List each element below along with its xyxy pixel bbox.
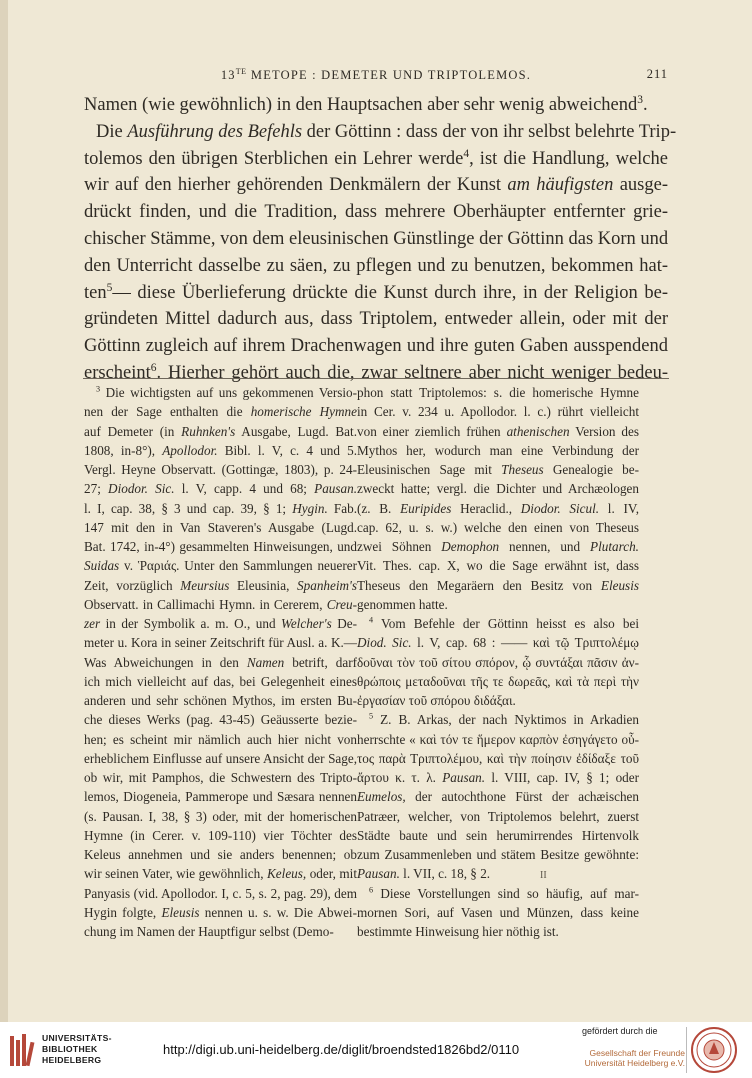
text-run: ἐργασίαν τοῦ σπόρου διδάξαι. <box>357 693 516 708</box>
text-run: Was Abweichungen in den <box>84 654 247 670</box>
running-head <box>84 67 668 85</box>
text-run: Genealogie be- <box>543 462 639 477</box>
body-line <box>84 146 668 173</box>
page-edge <box>0 0 8 1022</box>
text-run: Version des <box>569 423 639 439</box>
footnote-line <box>357 672 639 691</box>
footnote-line <box>84 768 357 787</box>
text-run: Die wichtigsten auf uns gekommenen Versio- <box>100 385 357 400</box>
footnote-line <box>357 730 639 749</box>
body-line <box>84 226 668 253</box>
text-run: Ausgabe, Lugd. Bat. <box>235 423 357 439</box>
text-run: oder, mit <box>306 866 357 882</box>
footnote-line <box>84 576 357 595</box>
text-run: ausge- <box>613 175 668 196</box>
italic-run: Diodor. Sicul. <box>520 500 600 516</box>
footnote-line <box>84 749 357 768</box>
footnote-line <box>84 614 357 633</box>
sponsor-name: Gesellschaft der Freunde Universität Heidelberg e.V. <box>584 1048 685 1068</box>
body-line <box>84 253 668 280</box>
text-run: von einer ziemlich frühen <box>357 423 507 439</box>
text-run: δοῦναι τὸν τοῦ σίτου σπόρον, ᾧ συντάξαι πᾶσιν ἀν- <box>357 654 639 670</box>
footnote-line <box>84 460 357 479</box>
italic-run: Pausan. <box>357 866 400 882</box>
footnote-line <box>357 807 639 826</box>
body-line <box>84 199 668 226</box>
footnote-line <box>357 460 639 479</box>
footnote-line <box>357 768 639 787</box>
text-run: Vom Befehle der Göttinn heisst es also bei <box>373 616 639 631</box>
footnote-line <box>84 633 357 652</box>
text-run: erscheint <box>84 362 151 383</box>
footnote-line <box>357 884 639 903</box>
text-run: Städte baute und sein herumirrendes Hirtenvolk <box>357 827 639 843</box>
metope-number-suffix: TE <box>235 67 247 76</box>
text-run: 1808, in-8°), <box>84 442 163 458</box>
text-run: Die <box>96 121 128 142</box>
footnote-marker: 6 <box>369 885 374 895</box>
body-line <box>84 119 677 146</box>
footnote-line <box>84 422 357 441</box>
footnote-line <box>84 864 357 883</box>
footnote-rule <box>83 378 669 379</box>
footnote-line <box>357 595 639 614</box>
text-run: Eleusinia, <box>229 577 298 593</box>
text-run: der autochthone Fürst der achæischen <box>405 789 639 805</box>
footnote-line <box>84 710 357 729</box>
footnote-line <box>357 537 639 556</box>
footnote-line <box>357 576 639 595</box>
text-run: ten <box>84 282 107 303</box>
footnote-line <box>84 383 357 402</box>
text-run: meter u. Kora in seiner Zeitschrift für Ausl. a. K.— <box>84 635 357 651</box>
footnote-line <box>357 383 639 402</box>
library-name: UNIVERSITÄTS- BIBLIOTHEK HEIDELBERG <box>42 1033 112 1065</box>
italic-run: Ausführung des Befehls <box>127 121 303 142</box>
italic-run: homerische Hymne <box>250 404 357 420</box>
text-run: drückt finden, und die Tradition, dass mehrere Oberhäupter entfernter grie- <box>84 202 668 223</box>
italic-run: Spanheim's <box>297 577 357 593</box>
footnote-marker: 4 <box>369 615 374 625</box>
text-run: 147 mit den in Van Staveren's Ausgabe (Lugd. <box>84 519 357 535</box>
footnote-line <box>357 402 639 421</box>
text-run: v. Ῥαριάς. Unter den Sammlungen neuerer <box>119 558 357 574</box>
footnote-line <box>357 826 639 845</box>
italic-run: zer <box>84 616 101 631</box>
text-run: mornen Sori, auf Vasen und Münzen, dass keine <box>357 904 639 920</box>
body-line <box>84 92 668 119</box>
footnote-line <box>357 922 639 941</box>
italic-run: Diodor. Sic. <box>108 481 175 497</box>
text-run: l. VIII, cap. IV, § 1; oder <box>485 770 640 785</box>
italic-run: Meursius <box>180 577 230 593</box>
text-run: . Hierher gehört auch die, zwar seltnere aber nicht weniger bedeu- <box>156 362 668 383</box>
footnote-line <box>84 826 357 845</box>
text-run: 27; <box>84 481 109 497</box>
italic-run: Eleusis <box>161 904 200 920</box>
text-run: lemos, Diogeneia, Pammerope und Sæsara nennen <box>84 789 357 805</box>
footnotes-right-column <box>357 383 639 941</box>
italic-run: am häufigsten <box>507 175 614 196</box>
text-run: Fab. <box>327 500 358 516</box>
italic-run: Pausan. <box>442 770 486 785</box>
university-seal-icon <box>690 1026 738 1074</box>
italic-run: Suidas <box>84 558 120 574</box>
footnote-marker: 6 <box>150 361 157 374</box>
italic-run: Welcher's <box>281 616 332 631</box>
text-run: tolemos den übrigen Sterblichen ein Lehrer werde <box>84 148 464 169</box>
footnotes-left-column <box>84 383 357 941</box>
footnote-line <box>357 864 639 883</box>
footnote-line <box>357 653 639 672</box>
italic-run: athenischen <box>506 423 570 439</box>
page-number: 211 <box>646 67 668 81</box>
footnote-line <box>84 787 357 806</box>
text-run: chung im Namen der Hauptfigur selbst (Demo- <box>84 924 334 939</box>
text-run: hen; es scheint mir nämlich auch hier nicht von <box>84 731 357 747</box>
text-run: zum Zusammenleben und stätem Besitze gewöhnte: <box>357 847 639 862</box>
text-run: der Göttinn : dass der von ihr selbst belehrte Trip- <box>302 121 677 142</box>
text-run: Theseus den Megaräern den Besitz von <box>357 577 601 593</box>
metope-number: 13 <box>220 68 236 83</box>
text-run: in Cer. v. 234 u. Apollodor. l. c.) rührt vielleicht <box>357 404 639 420</box>
main-text <box>84 92 677 387</box>
text-run: Mythos her, wodurch man eine Verbindung der <box>357 442 639 458</box>
text-run: chischer Stämme, von dem eleusinischen Günstlinge der Göttinn das Korn und <box>84 228 669 249</box>
footnote-line <box>357 479 639 498</box>
text-run: Diese Vorstellungen sind so häufig, auf mar- <box>373 885 639 901</box>
text-run: Z. B. Arkas, der nach Nyktimos in Arkadien <box>373 712 639 728</box>
footnote-line <box>84 595 357 614</box>
footnote-marker: 5 <box>369 711 374 721</box>
text-run: De- <box>331 616 357 631</box>
text-run: herrschte « καὶ τόν τε ἥμερον καρπὸν ἐσηγάγετο οὗ- <box>357 731 639 747</box>
permalink-url[interactable]: http://digi.ub.uni-heidelberg.de/diglit/broendsted1826bd2/0110 <box>163 1042 520 1057</box>
italic-run: Theseus <box>501 462 544 477</box>
text-run: nen der Sage enthalten die <box>84 404 251 420</box>
footnote-line <box>84 402 357 421</box>
text-run: anderen und sehr schönen Mythos, im ersten Bu- <box>84 693 357 708</box>
text-run: wir auf den hierher gehörenden Denkmälern der Kunst <box>84 175 508 196</box>
footnote-line <box>357 499 639 518</box>
body-line <box>84 280 668 307</box>
italic-run: Eleusis <box>600 577 639 593</box>
text-run: l. IV, <box>599 500 639 516</box>
body-line <box>84 306 668 333</box>
footnote-line <box>357 691 639 710</box>
text-run: Bat. 1742, in-4°) gesammelten Hinweisungen, und <box>84 539 357 554</box>
footnote-line <box>357 518 639 537</box>
footnote-line <box>84 537 357 556</box>
text-run: bestimmte Hinweisung hier nöthig ist. <box>357 924 559 939</box>
italic-run: Diod. Sic. <box>357 635 412 651</box>
footnote-marker: 4 <box>463 147 470 160</box>
footnote-line <box>84 922 357 941</box>
text-run: Vit. Thes. cap. X, wo die Sage erwähnt ist, dass <box>357 558 639 574</box>
italic-run: Plutarch. <box>590 539 639 554</box>
footnote-line <box>84 518 357 537</box>
text-run: erheblichem Einflusse auf unsere Ansicht der Sage, <box>84 750 357 766</box>
text-run: wir seinen Vater, wie gewöhnlich, <box>84 866 267 882</box>
text-run: , ist die Handlung, welche <box>469 148 668 169</box>
text-run: nennen u. s. w. Die Abwei- <box>199 904 357 920</box>
text-run: ἄρτου κ. τ. λ. <box>357 770 443 785</box>
text-run: zwei Söhnen <box>357 539 442 554</box>
running-head-text: METOPE : DEMETER UND TRIPTOLEMOS. <box>250 68 532 83</box>
footnote-line <box>357 422 639 441</box>
italic-run: Pausan. <box>314 481 357 497</box>
italic-run: Euripides <box>400 500 452 516</box>
body-line <box>84 333 668 360</box>
text-run: l. V, cap. 68 : —— καὶ τῷ Τριπτολέμῳ <box>411 635 639 651</box>
text-run: den Unterricht dasselbe zu säen, zu pflegen und zu benutzen, bekommen hat- <box>84 255 668 276</box>
text-run: θρώποις μεταδοῦναι τῆς τε δωρεᾶς, καὶ τὰ περὶ τὴν <box>357 673 639 689</box>
footnote-line <box>357 633 639 652</box>
footnote-marker: 3 <box>637 93 643 106</box>
italic-run: Apollodor. <box>162 442 218 458</box>
text-run: ob wir, mit Pamphos, die Schwestern des Tripto- <box>84 770 357 785</box>
text-run: genommen hatte. <box>357 596 448 612</box>
text-run: Bibl. l. V, c. 4 und 5. <box>217 442 357 458</box>
text-run: betrift, darf <box>284 654 357 670</box>
footnote-marker: 5 <box>106 281 113 294</box>
text-run: in der Symbolik a. m. O., und <box>100 616 282 631</box>
text-run: (z. B. <box>357 500 401 516</box>
text-run: Panyasis (vid. Apollodor. I, c. 5, s. 2, pag. 29), dem <box>84 885 357 901</box>
body-line <box>84 172 668 199</box>
text-run: Zeit, vorzüglich <box>84 577 181 593</box>
text-run: l. VII, c. 18, § 2. <box>399 866 491 882</box>
digitization-footer <box>0 1022 752 1078</box>
text-run: Göttinn zugleich auf ihrem Drachenwagen und ihre guten Gaben ausspendend <box>84 336 668 357</box>
footnote-line <box>357 787 639 806</box>
italic-run: Namen <box>246 654 285 670</box>
footnote-line <box>84 653 357 672</box>
footnote-line <box>84 479 357 498</box>
footnote-line <box>357 556 639 575</box>
footnote-line <box>84 499 357 518</box>
signature-mark: II <box>540 870 547 881</box>
book-shelf-logo-icon <box>8 1030 38 1070</box>
text-run: auf Demeter (in <box>84 423 182 439</box>
text-run: Hygin folgte, <box>84 904 162 920</box>
running-head-title <box>84 67 668 83</box>
italic-run: Eumelos, <box>357 789 406 805</box>
text-run: Observatt. in Callimachi Hymn. in Cererem, <box>84 596 327 612</box>
text-run: Keleus annehmen und sie anders benennen; ob <box>84 847 357 862</box>
footnote-line <box>357 749 639 768</box>
footnote-line <box>357 614 639 633</box>
text-run: (s. Pausan. I, 38, § 3) oder, mit der homerischen <box>84 808 357 824</box>
footnote-line <box>84 903 357 922</box>
footnote-line <box>84 556 357 575</box>
footnote-line <box>84 807 357 826</box>
text-run: cap. 62, u. s. w.) welche den einen von Theseus <box>357 519 639 535</box>
footnote-line <box>84 441 357 460</box>
text-run: Eleusinischen Sage mit <box>357 462 502 477</box>
text-run: τος παρὰ Τριπτολέμου, καὶ τὴν ποίησιν ἐδίδαξε τοῦ <box>357 750 639 766</box>
text-run: Vergl. Heyne Observatt. (Gottingæ, 1803), p. 24- <box>84 462 357 477</box>
footnote-marker: 3 <box>96 384 101 394</box>
sponsor-label: gefördert durch die <box>582 1026 658 1036</box>
text-run: nennen, und <box>499 539 591 554</box>
text-run: Patræer, welcher, von Triptolemos belehrt, zuerst <box>357 808 639 824</box>
text-run: che dieses Werks (pag. 43-45) Geäusserte bezie- <box>84 712 357 728</box>
footnote-line <box>357 441 639 460</box>
footnote-line <box>84 730 357 749</box>
footnote-line <box>84 884 357 903</box>
footnote-line <box>84 691 357 710</box>
text-run: zweckt hatte; vergl. die Dichter und Archæologen <box>357 481 639 497</box>
text-run: Hymne (in Cerer. v. 109-110) vier Töchter des <box>84 827 357 843</box>
text-run: l. V, capp. 4 und 68; <box>174 481 315 497</box>
text-run: gründeten Mittel dadurch aus, dass Triptolem, entweder allein, oder mit der <box>84 309 668 330</box>
footnote-line <box>84 672 357 691</box>
text-run: . <box>642 95 648 115</box>
footnote-line <box>357 710 639 729</box>
text-run: Namen (wie gewöhnlich) in den Hauptsachen aber sehr wenig abweichend <box>84 95 638 115</box>
footer-divider <box>686 1027 687 1073</box>
italic-run: Creu- <box>326 596 357 612</box>
footnote-line <box>84 845 357 864</box>
italic-run: Hygin. <box>292 500 328 516</box>
italic-run: Demophon <box>441 539 500 554</box>
italic-run: Keleus, <box>267 866 307 882</box>
text-run: l. I, cap. 38, § 3 und cap. 39, § 1; <box>84 500 293 516</box>
text-run: Heraclid., <box>451 500 521 516</box>
text-run: ich mich vielleicht auf das, bei Gelegenheit eines <box>84 673 357 689</box>
footnote-line <box>357 903 639 922</box>
text-run: — diese Überlieferung drückte die Kunst durch ihre, in der Religion be- <box>112 282 668 303</box>
italic-run: Ruhnken's <box>181 423 236 439</box>
text-run: phon statt Triptolemos: s. die homerische Hymne <box>357 385 639 400</box>
footnote-line <box>357 845 639 864</box>
